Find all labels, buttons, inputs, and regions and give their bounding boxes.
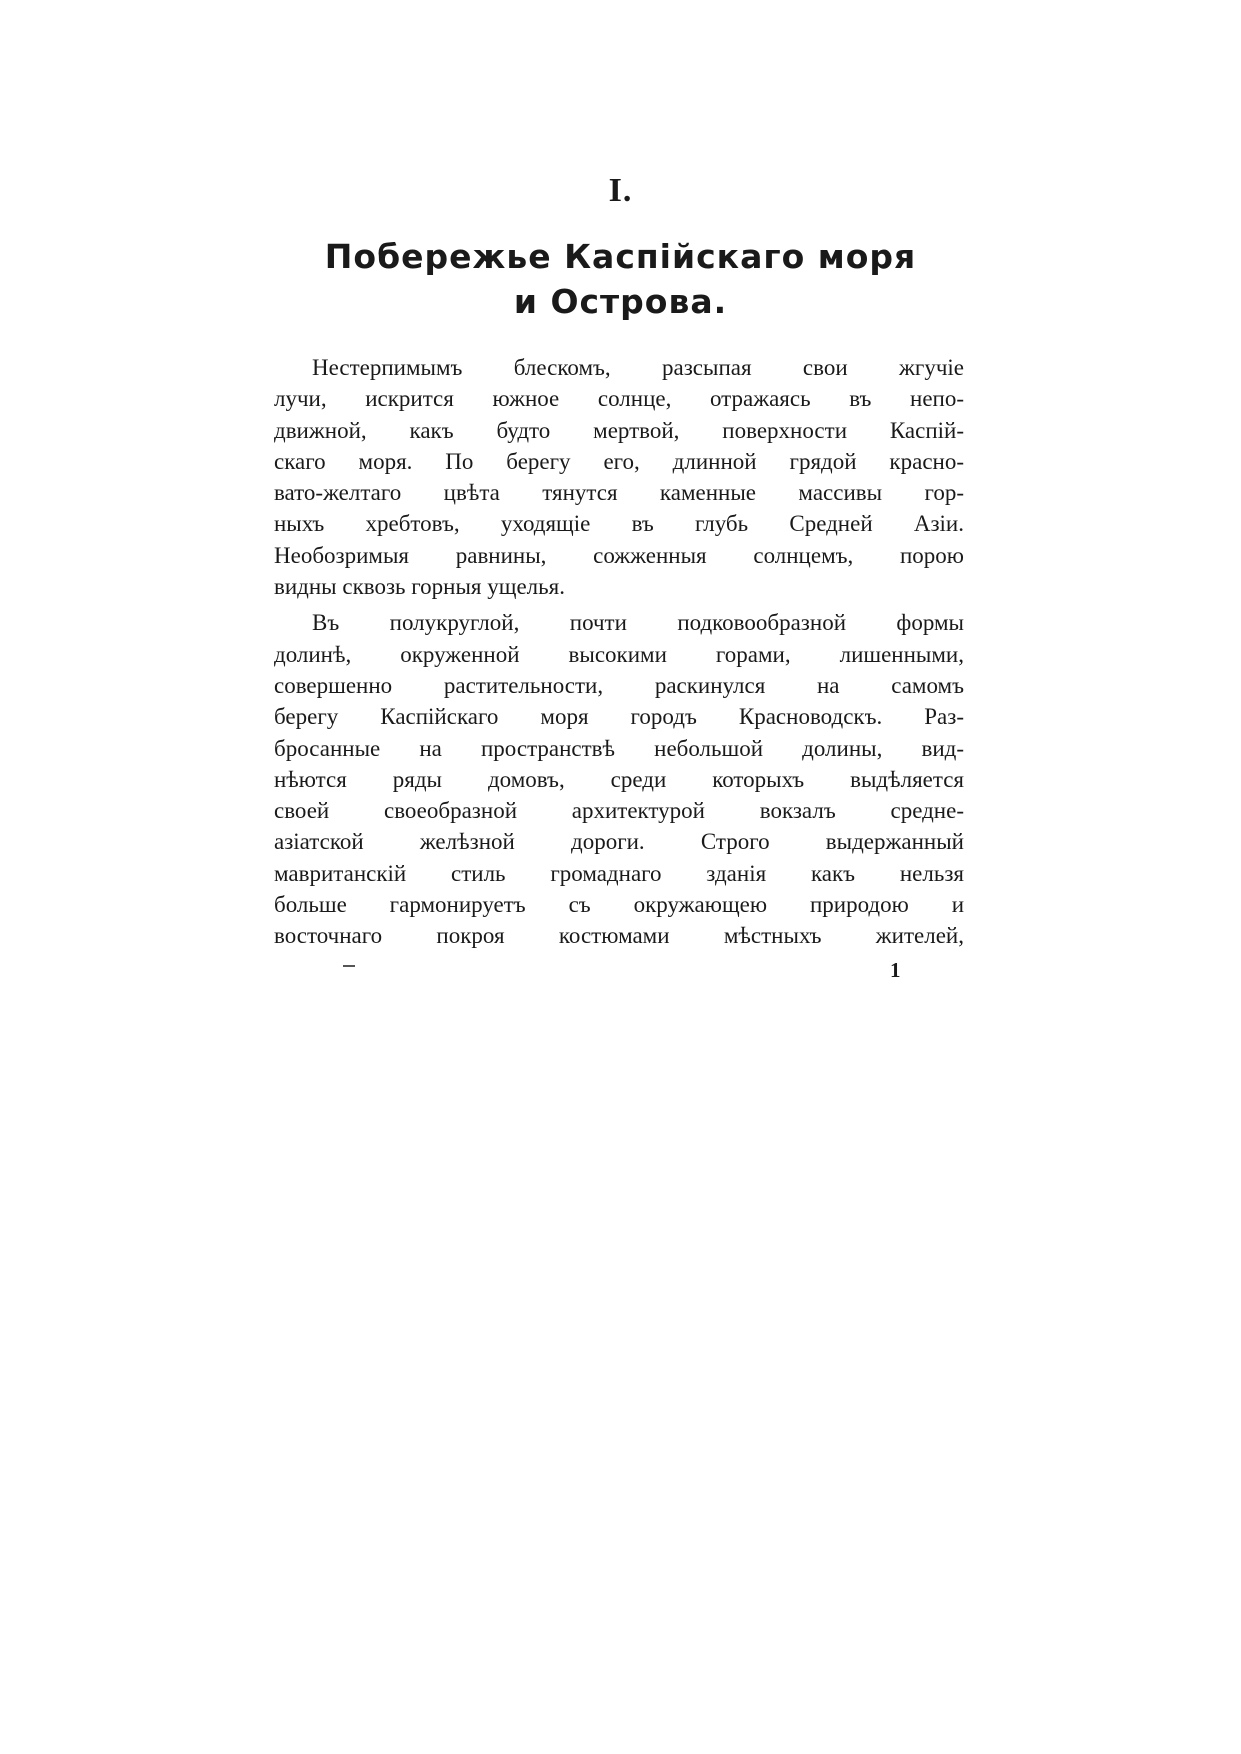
text-line: мавританскій стиль громаднаго зданія какъ нельзя	[274, 860, 964, 886]
text-line: нѣются ряды домовъ, среди которыхъ выдѣляется	[274, 766, 964, 792]
text-line: совершенно растительности, раскинулся на самомъ	[274, 672, 964, 698]
text-line: Нестерпимымъ блескомъ, разсыпая свои жгучіе	[312, 355, 964, 380]
text-line: восточнаго покроя костюмами мѣстныхъ жителей,	[274, 923, 964, 949]
text-line: видны сквозь горныя ущелья.	[274, 574, 565, 600]
paragraph	[274, 352, 964, 602]
chapter-title	[0, 234, 1241, 324]
text-line: движной, какъ будто мертвой, поверхности Каспій-	[274, 417, 964, 443]
chapter-title-line: Побережье Каспійскаго моря	[324, 237, 917, 276]
text-line: своей своеобразной архитектурой вокзалъ средне-	[274, 798, 964, 824]
paragraph	[274, 607, 964, 951]
print-speck	[343, 965, 355, 967]
text-line: скаго моря. По берегу его, длинной грядой красно-	[274, 448, 964, 474]
text-line: Въ полукруглой, почти подковообразной формы	[312, 610, 964, 636]
text-line: долинѣ, окруженной высокими горами, лишенными,	[274, 641, 964, 667]
page-number: 1	[890, 958, 901, 982]
chapter-number: I.	[608, 172, 633, 209]
text-line: ныхъ хребтовъ, уходящіе въ глубь Средней Азіи.	[274, 511, 964, 537]
body-text	[274, 352, 964, 952]
text-line: Необозримыя равнины, сожженныя солнцемъ, порою	[274, 542, 964, 568]
text-line: вато-желтаго цвѣта тянутся каменные массивы гор-	[274, 480, 964, 506]
text-line: азіатской желѣзной дороги. Строго выдержанный	[274, 829, 964, 855]
text-line: больше гармонируетъ съ окружающею природою и	[274, 892, 964, 918]
chapter-title-line: и Острова.	[513, 282, 728, 321]
text-line: лучи, искрится южное солнце, отражаясь въ непо-	[274, 386, 964, 412]
text-line: берегу Каспійскаго моря городъ Красноводскъ. Раз-	[274, 704, 964, 730]
text-line: бросанные на пространствѣ небольшой долины, вид-	[274, 735, 964, 761]
